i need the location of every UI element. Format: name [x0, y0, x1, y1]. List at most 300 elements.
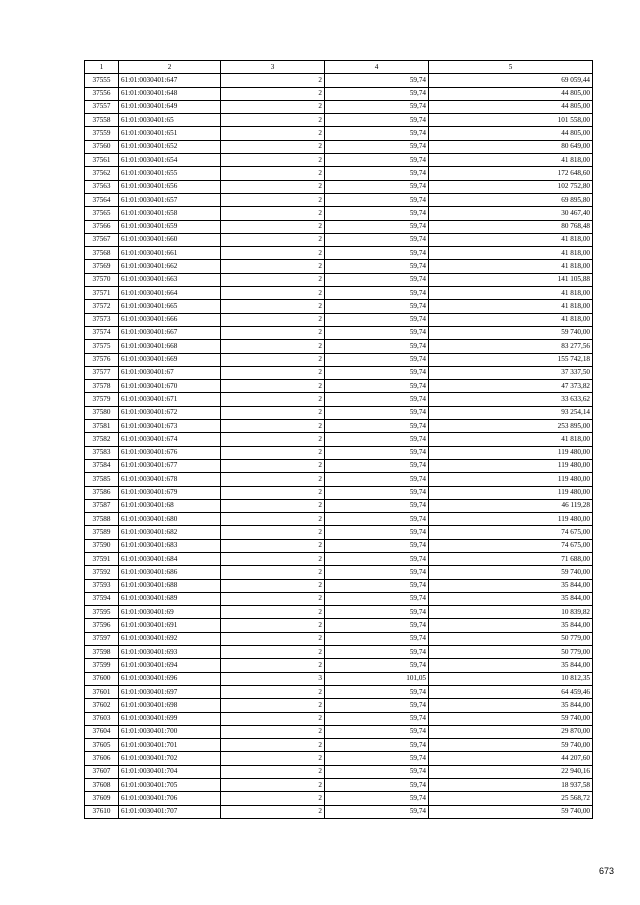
col5-cell: 35 844,00 [429, 579, 593, 592]
col3-cell: 2 [221, 273, 325, 286]
table-row [85, 193, 593, 206]
col4-cell: 59,74 [325, 273, 429, 286]
cadastral-number-cell: 61:01:0030401:707 [119, 805, 221, 818]
row-number-cell: 37562 [85, 167, 119, 180]
col3-cell: 2 [221, 632, 325, 645]
page-number: 673 [598, 866, 614, 876]
row-number-cell: 37583 [85, 446, 119, 459]
row-number-cell: 37607 [85, 765, 119, 778]
table-row [85, 513, 593, 526]
table-row [85, 313, 593, 326]
table-row [85, 154, 593, 167]
col4-cell: 59,74 [325, 180, 429, 193]
cadastral-number-cell: 61:01:0030401:67 [119, 366, 221, 379]
cadastral-number-cell: 61:01:0030401:697 [119, 685, 221, 698]
col4-cell: 59,74 [325, 659, 429, 672]
col4-cell: 59,74 [325, 685, 429, 698]
table-row [85, 646, 593, 659]
col4-cell: 59,74 [325, 459, 429, 472]
col5-cell: 10 812,35 [429, 672, 593, 685]
table-row [85, 180, 593, 193]
cadastral-number-cell: 61:01:0030401:678 [119, 473, 221, 486]
col4-cell: 59,74 [325, 699, 429, 712]
col3-cell: 2 [221, 646, 325, 659]
cadastral-number-cell: 61:01:0030401:655 [119, 167, 221, 180]
col4-cell: 59,74 [325, 127, 429, 140]
col4-cell: 59,74 [325, 220, 429, 233]
col5-cell: 83 277,56 [429, 340, 593, 353]
table-row [85, 167, 593, 180]
row-number-cell: 37596 [85, 619, 119, 632]
col3-cell: 2 [221, 140, 325, 153]
cadastral-number-cell: 61:01:0030401:661 [119, 247, 221, 260]
col4-cell: 59,74 [325, 233, 429, 246]
col3-cell: 2 [221, 300, 325, 313]
col4-cell: 59,74 [325, 792, 429, 805]
table-row [85, 752, 593, 765]
table-row [85, 420, 593, 433]
cadastral-number-cell: 61:01:0030401:692 [119, 632, 221, 645]
col5-cell: 35 844,00 [429, 699, 593, 712]
col4-cell: 59,74 [325, 526, 429, 539]
row-number-cell: 37599 [85, 659, 119, 672]
col4-cell: 59,74 [325, 725, 429, 738]
row-number-cell: 37604 [85, 725, 119, 738]
cadastral-number-cell: 61:01:0030401:691 [119, 619, 221, 632]
row-number-cell: 37559 [85, 127, 119, 140]
table-row [85, 100, 593, 113]
row-number-cell: 37610 [85, 805, 119, 818]
row-number-cell: 37571 [85, 287, 119, 300]
table-row [85, 566, 593, 579]
col5-cell: 41 818,00 [429, 433, 593, 446]
col5-cell: 41 818,00 [429, 233, 593, 246]
col3-cell: 2 [221, 486, 325, 499]
col3-cell: 2 [221, 552, 325, 565]
col4-cell: 59,74 [325, 340, 429, 353]
column-header-1: 1 [85, 61, 119, 74]
row-number-cell: 37595 [85, 606, 119, 619]
cadastral-number-cell: 61:01:0030401:660 [119, 233, 221, 246]
col3-cell: 2 [221, 406, 325, 419]
col3-cell: 2 [221, 592, 325, 605]
col3-cell: 2 [221, 739, 325, 752]
col3-cell: 2 [221, 220, 325, 233]
cadastral-number-cell: 61:01:0030401:666 [119, 313, 221, 326]
col4-cell: 59,74 [325, 380, 429, 393]
column-header-3: 3 [221, 61, 325, 74]
col5-cell: 44 805,00 [429, 127, 593, 140]
header-row [85, 61, 593, 74]
table-row [85, 779, 593, 792]
col4-cell: 59,74 [325, 114, 429, 127]
col5-cell: 33 633,62 [429, 393, 593, 406]
table-row [85, 592, 593, 605]
col4-cell: 59,74 [325, 420, 429, 433]
row-number-cell: 37570 [85, 273, 119, 286]
col3-cell: 2 [221, 247, 325, 260]
col5-cell: 41 818,00 [429, 300, 593, 313]
col3-cell: 2 [221, 193, 325, 206]
col3-cell: 2 [221, 74, 325, 87]
col4-cell: 59,74 [325, 74, 429, 87]
cadastral-number-cell: 61:01:0030401:680 [119, 513, 221, 526]
col5-cell: 119 480,00 [429, 513, 593, 526]
row-number-cell: 37602 [85, 699, 119, 712]
col5-cell: 69 059,44 [429, 74, 593, 87]
col4-cell: 59,74 [325, 486, 429, 499]
col3-cell: 2 [221, 473, 325, 486]
col3-cell: 2 [221, 659, 325, 672]
col3-cell: 2 [221, 499, 325, 512]
col3-cell: 2 [221, 779, 325, 792]
table-row [85, 260, 593, 273]
cadastral-number-cell: 61:01:0030401:704 [119, 765, 221, 778]
col3-cell: 2 [221, 685, 325, 698]
table-row [85, 366, 593, 379]
col3-cell: 2 [221, 725, 325, 738]
row-number-cell: 37598 [85, 646, 119, 659]
row-number-cell: 37561 [85, 154, 119, 167]
table-row [85, 446, 593, 459]
row-number-cell: 37556 [85, 87, 119, 100]
cadastral-number-cell: 61:01:0030401:671 [119, 393, 221, 406]
cadastral-number-cell: 61:01:0030401:699 [119, 712, 221, 725]
row-number-cell: 37582 [85, 433, 119, 446]
col5-cell: 41 818,00 [429, 287, 593, 300]
cadastral-number-cell: 61:01:0030401:686 [119, 566, 221, 579]
row-number-cell: 37557 [85, 100, 119, 113]
col4-cell: 59,74 [325, 446, 429, 459]
row-number-cell: 37585 [85, 473, 119, 486]
row-number-cell: 37605 [85, 739, 119, 752]
col4-cell: 59,74 [325, 167, 429, 180]
row-number-cell: 37597 [85, 632, 119, 645]
cadastral-number-cell: 61:01:0030401:663 [119, 273, 221, 286]
table-row [85, 659, 593, 672]
table-row [85, 406, 593, 419]
cadastral-number-cell: 61:01:0030401:682 [119, 526, 221, 539]
col3-cell: 2 [221, 380, 325, 393]
col4-cell: 59,74 [325, 207, 429, 220]
col3-cell: 2 [221, 87, 325, 100]
col3-cell: 2 [221, 207, 325, 220]
col5-cell: 59 740,00 [429, 739, 593, 752]
col3-cell: 2 [221, 606, 325, 619]
col5-cell: 71 688,00 [429, 552, 593, 565]
col3-cell: 2 [221, 313, 325, 326]
col5-cell: 44 805,00 [429, 100, 593, 113]
row-number-cell: 37577 [85, 366, 119, 379]
col4-cell: 59,74 [325, 366, 429, 379]
row-number-cell: 37589 [85, 526, 119, 539]
cadastral-number-cell: 61:01:0030401:657 [119, 193, 221, 206]
row-number-cell: 37568 [85, 247, 119, 260]
col4-cell: 59,74 [325, 353, 429, 366]
row-number-cell: 37594 [85, 592, 119, 605]
col5-cell: 50 779,00 [429, 632, 593, 645]
row-number-cell: 37584 [85, 459, 119, 472]
cadastral-number-cell: 61:01:0030401:676 [119, 446, 221, 459]
col5-cell: 64 459,46 [429, 685, 593, 698]
cadastral-number-cell: 61:01:0030401:647 [119, 74, 221, 87]
col5-cell: 18 937,58 [429, 779, 593, 792]
table-row [85, 739, 593, 752]
col5-cell: 74 675,00 [429, 526, 593, 539]
cadastral-number-cell: 61:01:0030401:700 [119, 725, 221, 738]
cadastral-number-cell: 61:01:0030401:667 [119, 326, 221, 339]
table-row [85, 685, 593, 698]
row-number-cell: 37573 [85, 313, 119, 326]
col5-cell: 30 467,40 [429, 207, 593, 220]
table-row [85, 672, 593, 685]
col4-cell: 59,74 [325, 566, 429, 579]
cadastral-number-cell: 61:01:0030401:669 [119, 353, 221, 366]
col3-cell: 2 [221, 526, 325, 539]
col5-cell: 93 254,14 [429, 406, 593, 419]
col4-cell: 59,74 [325, 805, 429, 818]
row-number-cell: 37587 [85, 499, 119, 512]
column-header-2: 2 [119, 61, 221, 74]
col4-cell: 59,74 [325, 154, 429, 167]
col4-cell: 59,74 [325, 300, 429, 313]
row-number-cell: 37565 [85, 207, 119, 220]
col3-cell: 2 [221, 792, 325, 805]
col3-cell: 2 [221, 513, 325, 526]
col5-cell: 41 818,00 [429, 313, 593, 326]
row-number-cell: 37601 [85, 685, 119, 698]
col4-cell: 59,74 [325, 433, 429, 446]
col5-cell: 41 818,00 [429, 260, 593, 273]
table-row [85, 699, 593, 712]
table-row [85, 247, 593, 260]
col3-cell: 2 [221, 340, 325, 353]
col3-cell: 2 [221, 167, 325, 180]
col3-cell: 2 [221, 127, 325, 140]
col5-cell: 44 207,60 [429, 752, 593, 765]
col4-cell: 59,74 [325, 619, 429, 632]
col4-cell: 59,74 [325, 579, 429, 592]
col5-cell: 80 649,00 [429, 140, 593, 153]
row-number-cell: 37560 [85, 140, 119, 153]
col4-cell: 59,74 [325, 552, 429, 565]
col4-cell: 59,74 [325, 326, 429, 339]
col4-cell: 59,74 [325, 100, 429, 113]
col4-cell: 59,74 [325, 313, 429, 326]
cadastral-number-cell: 61:01:0030401:705 [119, 779, 221, 792]
row-number-cell: 37592 [85, 566, 119, 579]
col3-cell: 2 [221, 260, 325, 273]
row-number-cell: 37603 [85, 712, 119, 725]
col5-cell: 119 480,00 [429, 473, 593, 486]
table-row [85, 632, 593, 645]
col5-cell: 119 480,00 [429, 459, 593, 472]
col3-cell: 2 [221, 446, 325, 459]
col5-cell: 47 373,82 [429, 380, 593, 393]
col5-cell: 59 740,00 [429, 326, 593, 339]
row-number-cell: 37555 [85, 74, 119, 87]
col5-cell: 69 895,80 [429, 193, 593, 206]
row-number-cell: 37580 [85, 406, 119, 419]
table-row [85, 220, 593, 233]
col5-cell: 102 752,80 [429, 180, 593, 193]
col4-cell: 59,74 [325, 260, 429, 273]
cadastral-number-cell: 61:01:0030401:694 [119, 659, 221, 672]
column-header-5: 5 [429, 61, 593, 74]
data-table [84, 60, 593, 819]
col5-cell: 41 818,00 [429, 247, 593, 260]
row-number-cell: 37579 [85, 393, 119, 406]
col3-cell: 2 [221, 154, 325, 167]
col4-cell: 59,74 [325, 592, 429, 605]
col4-cell: 59,74 [325, 632, 429, 645]
row-number-cell: 37564 [85, 193, 119, 206]
table-row [85, 805, 593, 818]
row-number-cell: 37558 [85, 114, 119, 127]
row-number-cell: 37591 [85, 552, 119, 565]
col3-cell: 2 [221, 100, 325, 113]
col4-cell: 59,74 [325, 539, 429, 552]
col3-cell: 2 [221, 752, 325, 765]
col3-cell: 3 [221, 672, 325, 685]
cadastral-number-cell: 61:01:0030401:679 [119, 486, 221, 499]
cadastral-number-cell: 61:01:0030401:689 [119, 592, 221, 605]
table-row [85, 712, 593, 725]
col5-cell: 37 337,50 [429, 366, 593, 379]
table-row [85, 74, 593, 87]
col5-cell: 44 805,00 [429, 87, 593, 100]
table-row [85, 765, 593, 778]
table-row [85, 393, 593, 406]
col3-cell: 2 [221, 539, 325, 552]
row-number-cell: 37563 [85, 180, 119, 193]
row-number-cell: 37593 [85, 579, 119, 592]
col4-cell: 59,74 [325, 287, 429, 300]
cadastral-number-cell: 61:01:0030401:649 [119, 100, 221, 113]
cadastral-number-cell: 61:01:0030401:656 [119, 180, 221, 193]
row-number-cell: 37578 [85, 380, 119, 393]
col5-cell: 59 740,00 [429, 712, 593, 725]
cadastral-number-cell: 61:01:0030401:696 [119, 672, 221, 685]
col4-cell: 59,74 [325, 779, 429, 792]
table-row [85, 792, 593, 805]
col5-cell: 35 844,00 [429, 619, 593, 632]
table-row [85, 340, 593, 353]
col5-cell: 74 675,00 [429, 539, 593, 552]
table-row [85, 287, 593, 300]
col3-cell: 2 [221, 433, 325, 446]
cadastral-number-cell: 61:01:0030401:65 [119, 114, 221, 127]
col3-cell: 2 [221, 114, 325, 127]
col3-cell: 2 [221, 765, 325, 778]
cadastral-number-cell: 61:01:0030401:665 [119, 300, 221, 313]
col5-cell: 253 895,00 [429, 420, 593, 433]
table-row [85, 326, 593, 339]
col4-cell: 59,74 [325, 646, 429, 659]
col4-cell: 59,74 [325, 513, 429, 526]
row-number-cell: 37600 [85, 672, 119, 685]
col5-cell: 29 870,00 [429, 725, 593, 738]
col5-cell: 50 779,00 [429, 646, 593, 659]
col4-cell: 59,74 [325, 752, 429, 765]
cadastral-number-cell: 61:01:0030401:68 [119, 499, 221, 512]
col4-cell: 101,05 [325, 672, 429, 685]
cadastral-number-cell: 61:01:0030401:683 [119, 539, 221, 552]
col4-cell: 59,74 [325, 247, 429, 260]
table-row [85, 606, 593, 619]
table-row [85, 526, 593, 539]
col5-cell: 59 740,00 [429, 805, 593, 818]
table-row [85, 127, 593, 140]
col4-cell: 59,74 [325, 712, 429, 725]
cadastral-number-cell: 61:01:0030401:664 [119, 287, 221, 300]
cadastral-number-cell: 61:01:0030401:651 [119, 127, 221, 140]
col4-cell: 59,74 [325, 87, 429, 100]
table-row [85, 233, 593, 246]
cadastral-number-cell: 61:01:0030401:654 [119, 154, 221, 167]
col4-cell: 59,74 [325, 406, 429, 419]
col5-cell: 10 839,82 [429, 606, 593, 619]
table-row [85, 300, 593, 313]
row-number-cell: 37590 [85, 539, 119, 552]
row-number-cell: 37574 [85, 326, 119, 339]
cadastral-number-cell: 61:01:0030401:658 [119, 207, 221, 220]
table-row [85, 499, 593, 512]
col3-cell: 2 [221, 233, 325, 246]
col3-cell: 2 [221, 393, 325, 406]
row-number-cell: 37569 [85, 260, 119, 273]
col5-cell: 22 940,16 [429, 765, 593, 778]
col5-cell: 141 105,88 [429, 273, 593, 286]
cadastral-number-cell: 61:01:0030401:701 [119, 739, 221, 752]
table-row [85, 486, 593, 499]
row-number-cell: 37575 [85, 340, 119, 353]
col5-cell: 80 768,48 [429, 220, 593, 233]
column-header-4: 4 [325, 61, 429, 74]
col3-cell: 2 [221, 459, 325, 472]
cadastral-number-cell: 61:01:0030401:659 [119, 220, 221, 233]
col5-cell: 172 648,60 [429, 167, 593, 180]
col3-cell: 2 [221, 420, 325, 433]
row-number-cell: 37606 [85, 752, 119, 765]
col5-cell: 59 740,00 [429, 566, 593, 579]
col4-cell: 59,74 [325, 499, 429, 512]
row-number-cell: 37609 [85, 792, 119, 805]
cadastral-number-cell: 61:01:0030401:684 [119, 552, 221, 565]
table-row [85, 473, 593, 486]
cadastral-number-cell: 61:01:0030401:688 [119, 579, 221, 592]
cadastral-number-cell: 61:01:0030401:662 [119, 260, 221, 273]
col5-cell: 46 119,28 [429, 499, 593, 512]
row-number-cell: 37572 [85, 300, 119, 313]
cadastral-number-cell: 61:01:0030401:673 [119, 420, 221, 433]
table-row [85, 619, 593, 632]
table-row [85, 552, 593, 565]
table-row [85, 459, 593, 472]
table-row [85, 273, 593, 286]
col3-cell: 2 [221, 180, 325, 193]
col4-cell: 59,74 [325, 765, 429, 778]
col3-cell: 2 [221, 699, 325, 712]
cadastral-number-cell: 61:01:0030401:672 [119, 406, 221, 419]
col4-cell: 59,74 [325, 193, 429, 206]
col4-cell: 59,74 [325, 473, 429, 486]
col5-cell: 25 568,72 [429, 792, 593, 805]
col4-cell: 59,74 [325, 140, 429, 153]
col3-cell: 2 [221, 353, 325, 366]
col3-cell: 2 [221, 566, 325, 579]
table-row [85, 140, 593, 153]
